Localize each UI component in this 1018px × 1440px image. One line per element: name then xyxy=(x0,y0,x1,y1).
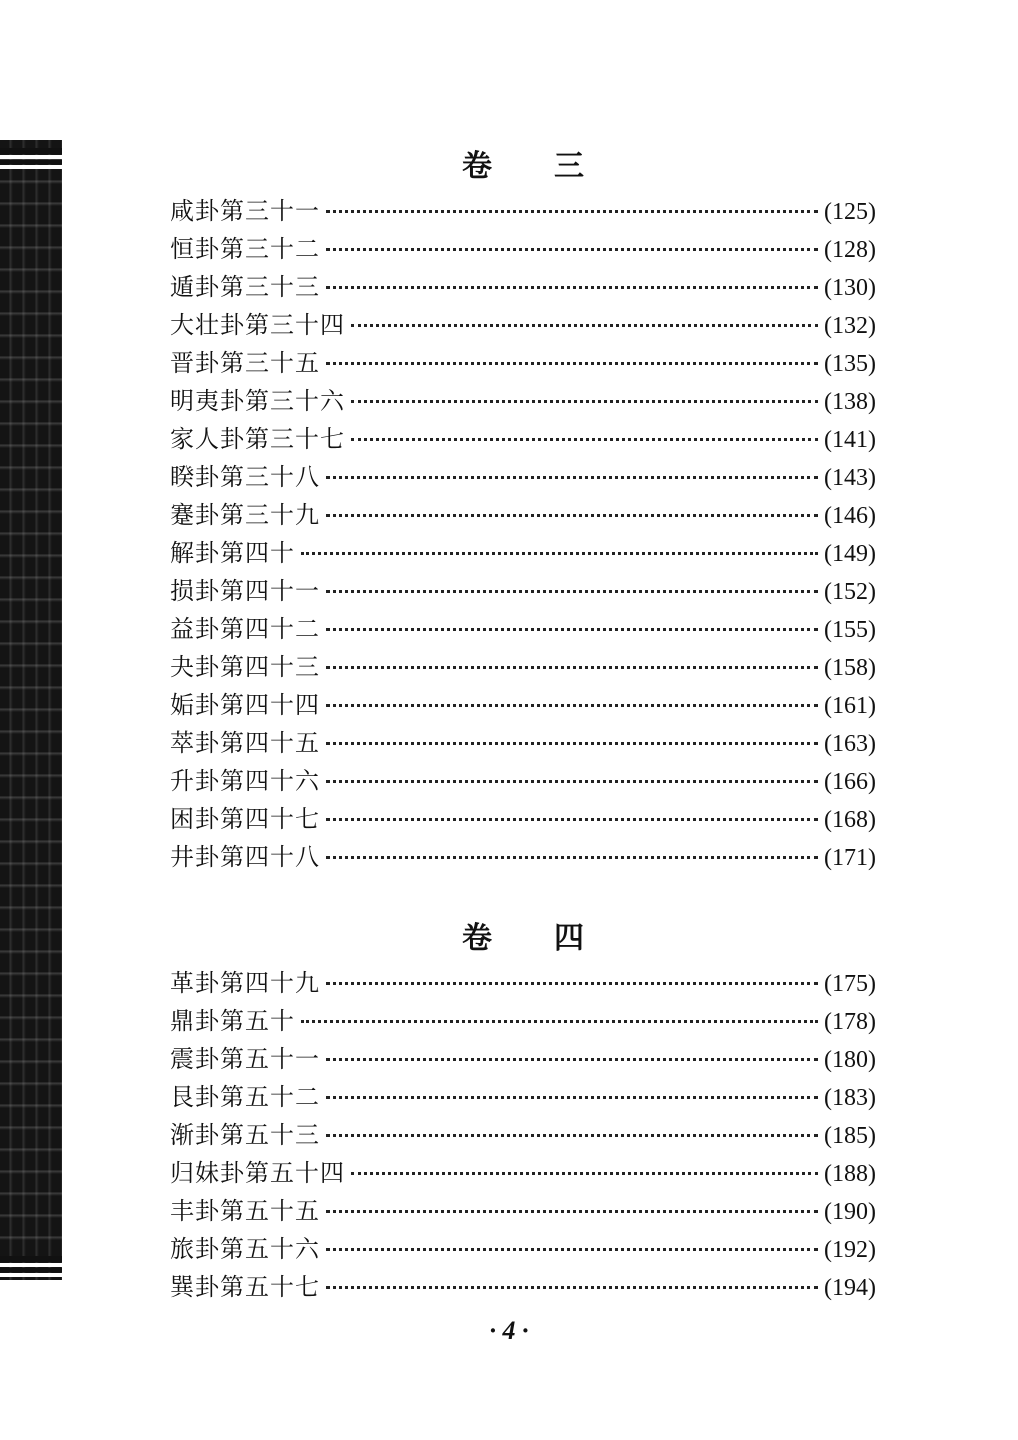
toc-entry[interactable] xyxy=(170,382,876,420)
dot-leader xyxy=(351,400,818,403)
entry-title: 革卦第四十九 xyxy=(170,969,320,997)
entry-page-number: (188) xyxy=(824,1161,876,1187)
entry-page-number: (163) xyxy=(824,731,876,757)
entry-title: 巽卦第五十七 xyxy=(170,1273,320,1301)
entry-page-number: (185) xyxy=(824,1123,876,1149)
entry-title: 遁卦第三十三 xyxy=(170,273,320,301)
entry-title: 恒卦第三十二 xyxy=(170,235,320,263)
toc-entry[interactable] xyxy=(170,800,876,838)
toc-entry[interactable] xyxy=(170,1078,876,1116)
toc-entry[interactable] xyxy=(170,1116,876,1154)
table-of-contents xyxy=(170,142,876,1306)
edge-rule xyxy=(0,160,62,164)
entry-page-number: (194) xyxy=(824,1275,876,1301)
dot-leader xyxy=(326,248,818,251)
edge-rule-gap xyxy=(0,165,62,169)
entry-title: 萃卦第四十五 xyxy=(170,729,320,757)
dot-leader xyxy=(351,438,818,441)
dot-leader xyxy=(326,1286,818,1289)
volume-heading: 卷三 xyxy=(462,149,646,184)
entry-page-number: (180) xyxy=(824,1047,876,1073)
toc-entry[interactable] xyxy=(170,1002,876,1040)
entry-page-number: (152) xyxy=(824,579,876,605)
entry-page-number: (166) xyxy=(824,769,876,795)
dot-leader xyxy=(326,1096,818,1099)
dot-leader xyxy=(326,476,818,479)
dot-leader xyxy=(326,780,818,783)
entry-title: 姤卦第四十四 xyxy=(170,691,320,719)
entry-page-number: (132) xyxy=(824,313,876,339)
entry-title: 蹇卦第三十九 xyxy=(170,501,320,529)
toc-entry[interactable] xyxy=(170,648,876,686)
edge-rule xyxy=(0,1268,62,1272)
entry-title: 丰卦第五十五 xyxy=(170,1197,320,1225)
toc-entry[interactable] xyxy=(170,420,876,458)
entry-page-number: (149) xyxy=(824,541,876,567)
entry-title: 大壮卦第三十四 xyxy=(170,311,345,339)
toc-entry[interactable] xyxy=(170,762,876,800)
entry-page-number: (155) xyxy=(824,617,876,643)
dot-leader xyxy=(301,1020,818,1023)
toc-entry[interactable] xyxy=(170,838,876,876)
toc-entry[interactable] xyxy=(170,1230,876,1268)
toc-entry[interactable] xyxy=(170,344,876,382)
binding-edge-texture xyxy=(0,140,62,1280)
toc-entry[interactable] xyxy=(170,610,876,648)
entry-title: 困卦第四十七 xyxy=(170,805,320,833)
entry-page-number: (175) xyxy=(824,971,876,997)
entry-title: 益卦第四十二 xyxy=(170,615,320,643)
toc-entry[interactable] xyxy=(170,230,876,268)
dot-leader xyxy=(326,666,818,669)
toc-entry[interactable] xyxy=(170,458,876,496)
toc-entry[interactable] xyxy=(170,686,876,724)
entry-page-number: (130) xyxy=(824,275,876,301)
toc-entry[interactable] xyxy=(170,964,876,1002)
dot-leader xyxy=(326,704,818,707)
edge-rule-gap xyxy=(0,1273,62,1277)
dot-leader xyxy=(326,1134,818,1137)
entry-page-number: (183) xyxy=(824,1085,876,1111)
toc-entry[interactable] xyxy=(170,192,876,230)
dot-leader xyxy=(326,1210,818,1213)
entry-page-number: (192) xyxy=(824,1237,876,1263)
toc-entry[interactable] xyxy=(170,496,876,534)
dot-leader xyxy=(326,362,818,365)
entry-page-number: (128) xyxy=(824,237,876,263)
entry-title: 明夷卦第三十六 xyxy=(170,387,345,415)
entry-title: 渐卦第五十三 xyxy=(170,1121,320,1149)
dot-leader xyxy=(326,856,818,859)
entry-page-number: (168) xyxy=(824,807,876,833)
dot-leader xyxy=(326,742,818,745)
toc-entry[interactable] xyxy=(170,1192,876,1230)
dot-leader xyxy=(326,514,818,517)
entry-title: 损卦第四十一 xyxy=(170,577,320,605)
edge-rule xyxy=(0,1256,62,1262)
toc-entry[interactable] xyxy=(170,1040,876,1078)
toc-entry[interactable] xyxy=(170,572,876,610)
toc-entry[interactable] xyxy=(170,1154,876,1192)
entry-title: 睽卦第三十八 xyxy=(170,463,320,491)
entry-page-number: (143) xyxy=(824,465,876,491)
entry-page-number: (190) xyxy=(824,1199,876,1225)
page-number: · 4 · xyxy=(489,1316,529,1345)
dot-leader xyxy=(326,210,818,213)
entry-title: 归妹卦第五十四 xyxy=(170,1159,345,1187)
toc-entry[interactable] xyxy=(170,306,876,344)
entry-page-number: (125) xyxy=(824,199,876,225)
entry-page-number: (138) xyxy=(824,389,876,415)
entry-page-number: (178) xyxy=(824,1009,876,1035)
entry-page-number: (135) xyxy=(824,351,876,377)
entry-title: 旅卦第五十六 xyxy=(170,1235,320,1263)
entry-title: 解卦第四十 xyxy=(170,539,295,567)
entry-title: 艮卦第五十二 xyxy=(170,1083,320,1111)
entry-title: 夬卦第四十三 xyxy=(170,653,320,681)
entry-title: 鼎卦第五十 xyxy=(170,1007,295,1035)
entry-page-number: (161) xyxy=(824,693,876,719)
entry-title: 震卦第五十一 xyxy=(170,1045,320,1073)
entry-title: 井卦第四十八 xyxy=(170,843,320,871)
edge-rule xyxy=(0,148,62,154)
dot-leader xyxy=(326,818,818,821)
toc-entry[interactable] xyxy=(170,534,876,572)
dot-leader xyxy=(351,1172,818,1175)
dot-leader xyxy=(326,1248,818,1251)
entry-title: 家人卦第三十七 xyxy=(170,425,345,453)
toc-entry[interactable] xyxy=(170,724,876,762)
dot-leader xyxy=(301,552,818,555)
dot-leader xyxy=(326,628,818,631)
entry-page-number: (146) xyxy=(824,503,876,529)
entry-page-number: (158) xyxy=(824,655,876,681)
edge-rule-gap xyxy=(0,1263,62,1267)
entry-page-number: (141) xyxy=(824,427,876,453)
binding-edge-image xyxy=(0,140,62,1280)
toc-entry[interactable] xyxy=(170,268,876,306)
dot-leader xyxy=(351,324,818,327)
edge-rule-gap xyxy=(0,155,62,159)
dot-leader xyxy=(326,1058,818,1061)
entry-title: 晋卦第三十五 xyxy=(170,349,320,377)
dot-leader xyxy=(326,982,818,985)
entry-title: 咸卦第三十一 xyxy=(170,197,320,225)
entry-page-number: (171) xyxy=(824,845,876,871)
volume-heading: 卷四 xyxy=(462,921,646,956)
dot-leader xyxy=(326,590,818,593)
entry-title: 升卦第四十六 xyxy=(170,767,320,795)
toc-entry[interactable] xyxy=(170,1268,876,1306)
dot-leader xyxy=(326,286,818,289)
